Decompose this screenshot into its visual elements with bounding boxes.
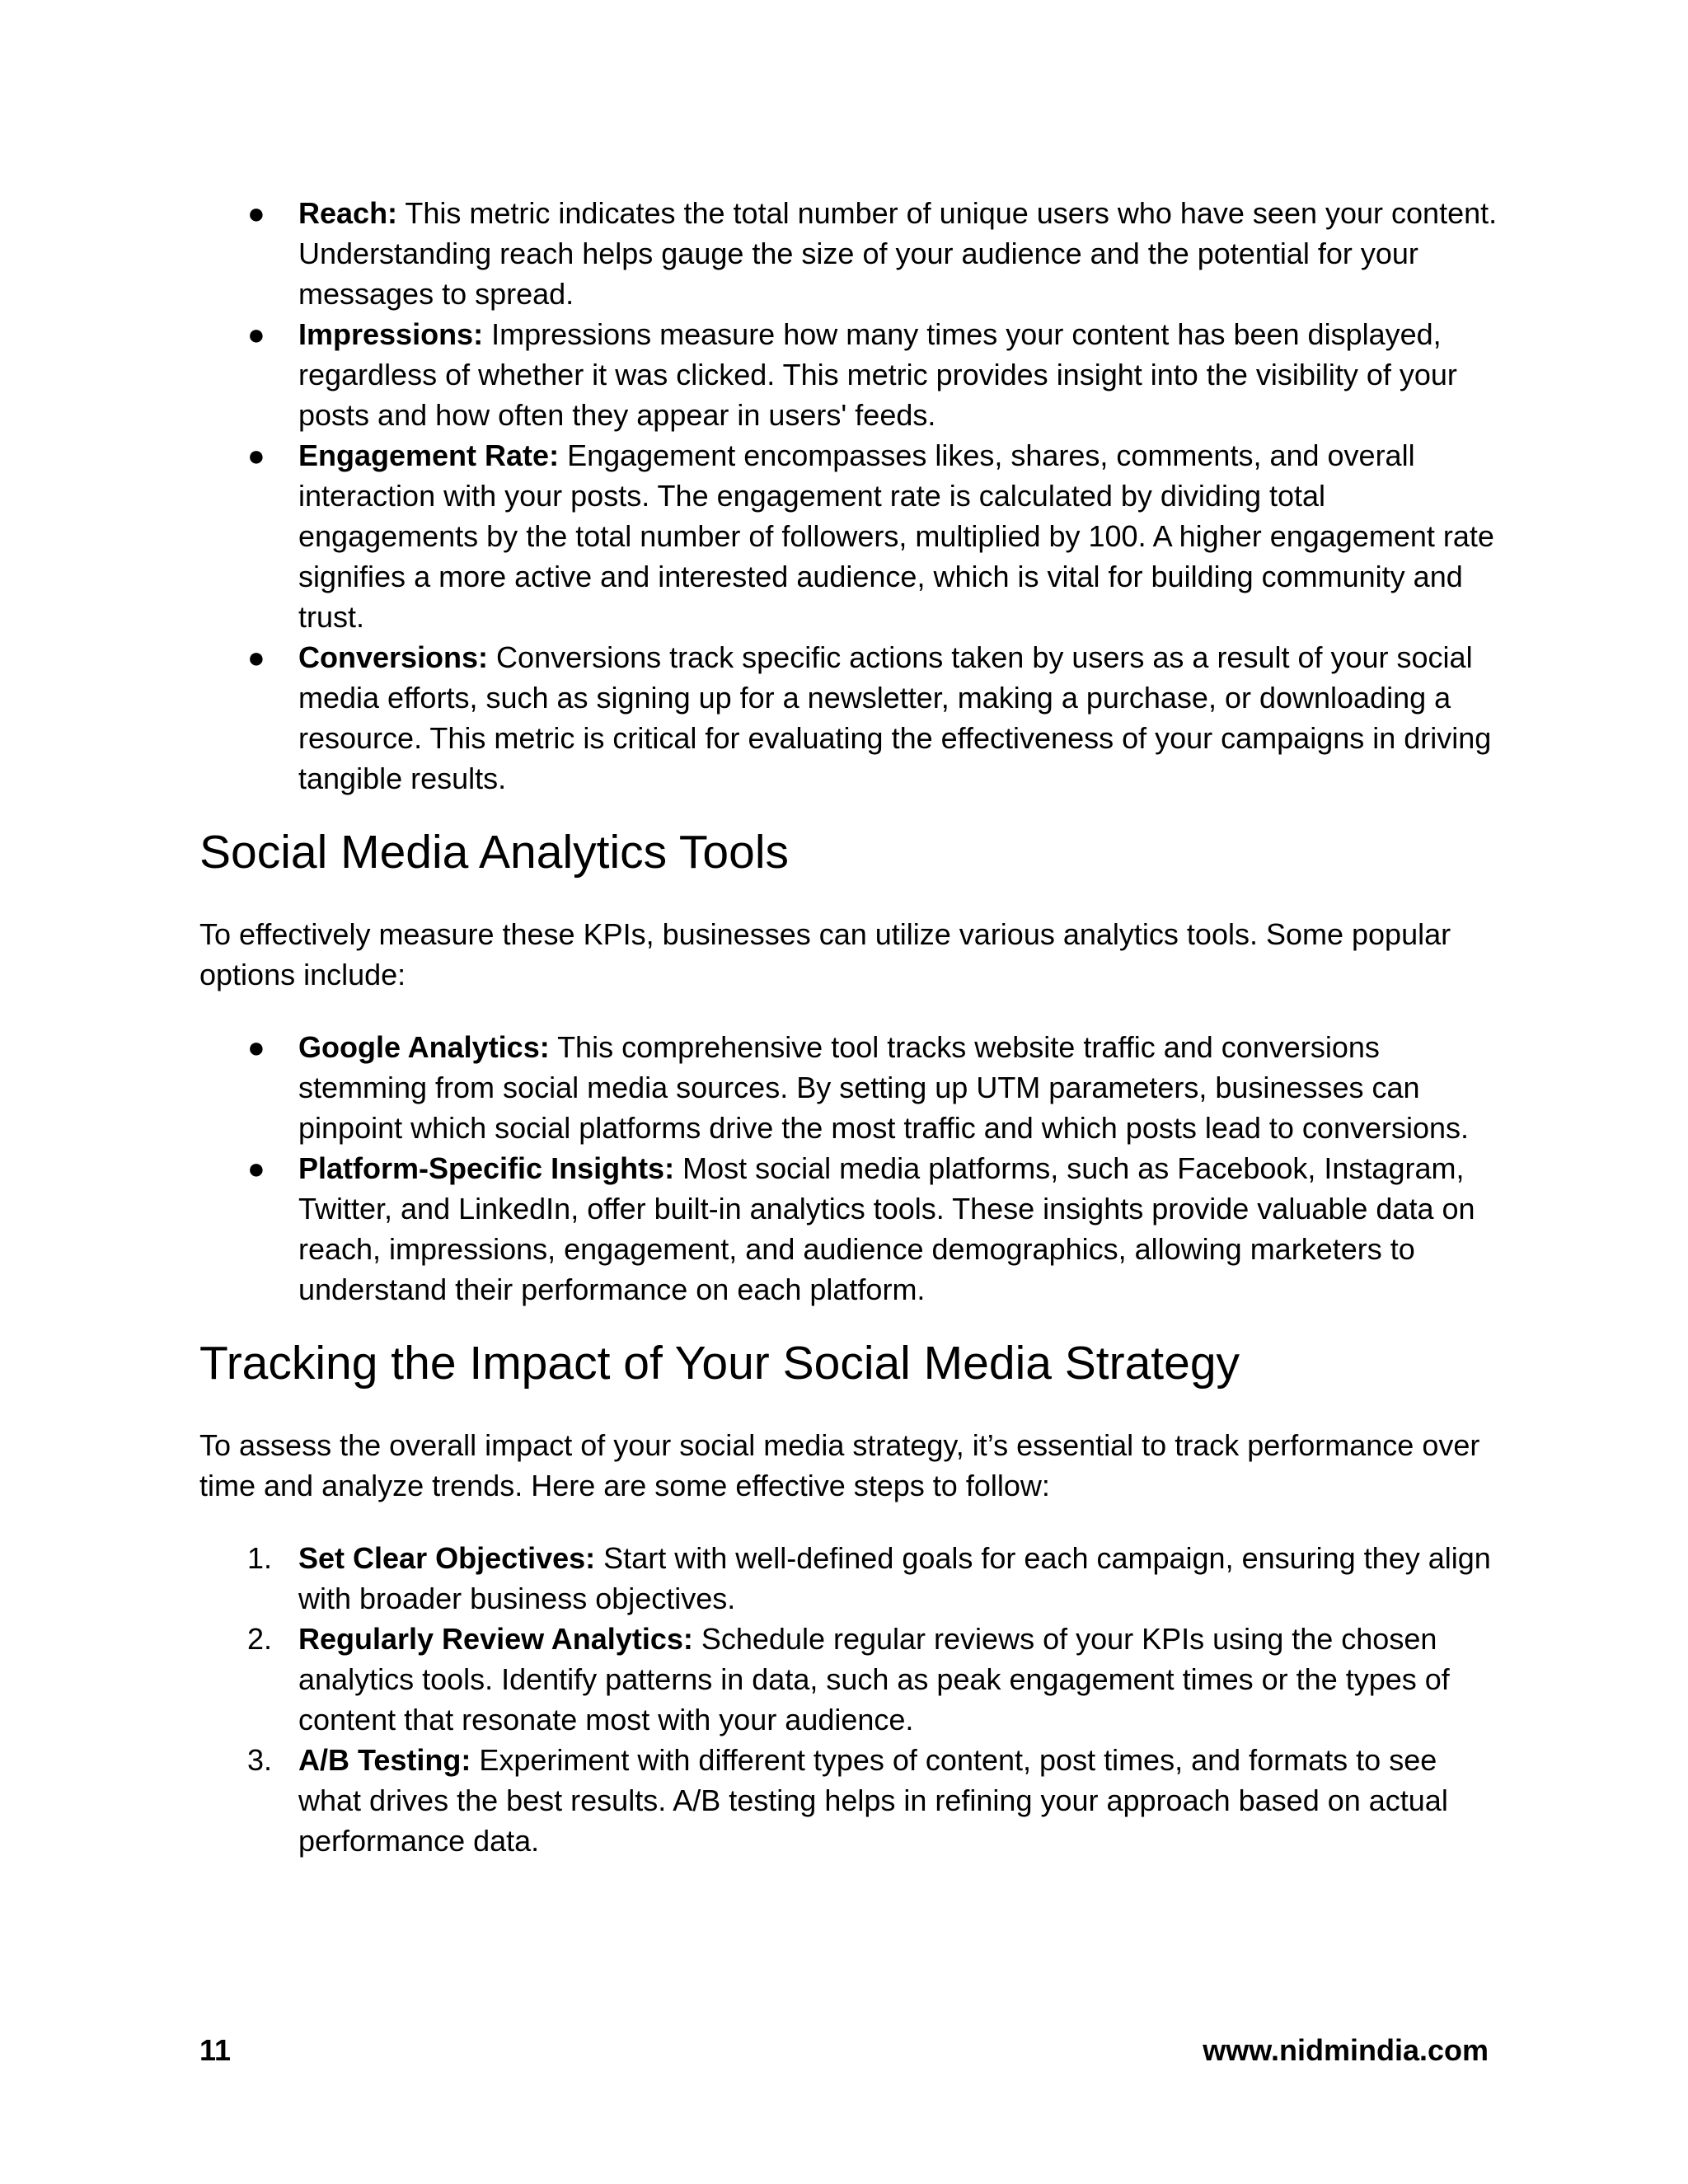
list-item-term: Regularly Review Analytics: xyxy=(298,1622,693,1656)
list-item xyxy=(199,193,1502,314)
footer-website: www.nidmindia.com xyxy=(1203,2033,1489,2067)
bullet-icon: ● xyxy=(247,640,265,674)
list-item-term: Engagement Rate: xyxy=(298,438,560,472)
tools-bullet-list xyxy=(199,1027,1502,1310)
list-item xyxy=(199,1148,1502,1310)
list-item-term: Set Clear Objectives: xyxy=(298,1541,596,1575)
bullet-icon: ● xyxy=(247,317,265,351)
list-item-term: A/B Testing: xyxy=(298,1743,471,1777)
list-item-text: Experiment with different types of content, post times, and formats to see what drives the best results. A/B testing helps in refining your approach based on actual performance data. xyxy=(298,1743,1448,1858)
list-item-text: Impressions measure how many times your content has been displayed, regardless of whether it was clicked. This metric provides insight into the visibility of your posts and how often they appear in users' feeds. xyxy=(298,317,1457,432)
list-item xyxy=(199,1027,1502,1148)
section-heading-analytics-tools: Social Media Analytics Tools xyxy=(199,826,789,879)
list-number: 3. xyxy=(247,1743,273,1777)
list-item-text: This comprehensive tool tracks website traffic and conversions stemming from social media sources. By setting up UTM parameters, businesses can pinpoint which social platforms drive the most traffic and which posts lead to conversions. xyxy=(298,1030,1470,1145)
list-item xyxy=(199,435,1502,637)
list-item-term: Conversions: xyxy=(298,640,489,674)
list-item-text: Conversions track specific actions taken by users as a result of your social media efforts, such as signing up for a newsletter, making a purchase, or downloading a resource. This metric is critical for evaluating the effectiveness of your campaigns in driving tangible results. xyxy=(298,640,1492,795)
section-intro-paragraph: To effectively measure these KPIs, businesses can utilize various analytics tools. Some popular options include: xyxy=(199,917,1451,991)
list-number: 2. xyxy=(247,1622,273,1656)
bullet-icon: ● xyxy=(247,196,265,230)
list-item xyxy=(199,1538,1502,1619)
list-number: 1. xyxy=(247,1541,273,1575)
bullet-icon: ● xyxy=(247,438,265,472)
list-item-text: Start with well-defined goals for each campaign, ensuring they align with broader business objectives. xyxy=(298,1541,1491,1615)
kpi-bullet-list xyxy=(199,193,1502,799)
page-number: 11 xyxy=(199,2033,232,2067)
list-item-term: Impressions: xyxy=(298,317,484,351)
list-item xyxy=(199,314,1502,435)
list-item xyxy=(199,1619,1502,1740)
list-item xyxy=(199,637,1502,799)
page-content xyxy=(199,193,1502,1861)
list-item-term: Platform-Specific Insights: xyxy=(298,1151,675,1185)
list-item-text: Schedule regular reviews of your KPIs using the chosen analytics tools. Identify patterns in data, such as peak engagement times or the types of content that resonate most with your audience. xyxy=(298,1622,1450,1736)
list-item-text: Engagement encompasses likes, shares, comments, and overall interaction with your posts. The engagement rate is calculated by dividing total engagements by the total number of followers, multiplied by 100. A higher engagement rate signifies a more active and interested audience, which is vital for building community and trust. xyxy=(298,438,1494,634)
bullet-icon: ● xyxy=(247,1151,265,1185)
list-item-term: Reach: xyxy=(298,196,398,230)
steps-numbered-list xyxy=(199,1538,1502,1861)
list-item xyxy=(199,1740,1502,1861)
list-item-text: Most social media platforms, such as Facebook, Instagram, Twitter, and LinkedIn, offer built-in analytics tools. These insights provide valuable data on reach, impressions, engagement, and audience demographics, allowing marketers to understand their performance on each platform. xyxy=(298,1151,1475,1306)
section-heading-tracking-impact: Tracking the Impact of Your Social Media Strategy xyxy=(199,1337,1240,1390)
list-item-text: This metric indicates the total number of unique users who have seen your content. Understanding reach helps gauge the size of your audience and the potential for your messages to spread. xyxy=(298,196,1498,311)
list-item-term: Google Analytics: xyxy=(298,1030,550,1064)
bullet-icon: ● xyxy=(247,1030,265,1064)
section-intro-paragraph: To assess the overall impact of your social media strategy, it’s essential to track performance over time and analyze trends. Here are some effective steps to follow: xyxy=(199,1428,1480,1502)
